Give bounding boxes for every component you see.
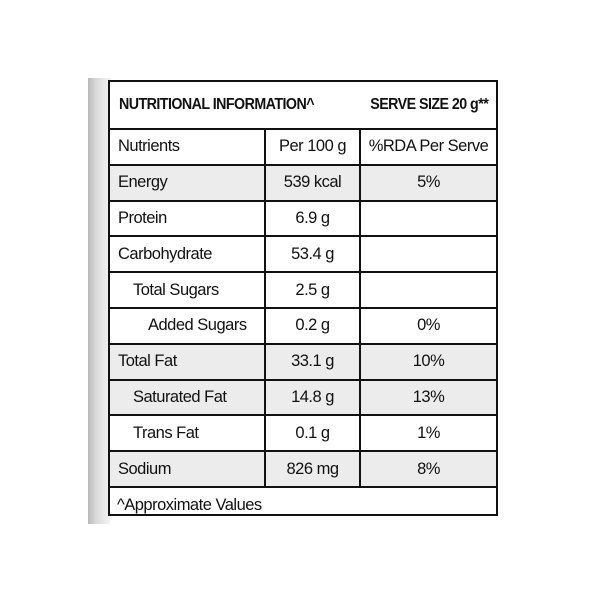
table-row-trans-fat bbox=[110, 416, 496, 452]
nutrient-per-100g: 53.4 g bbox=[266, 237, 361, 271]
nutrient-rda: 5% bbox=[417, 173, 440, 192]
label-header bbox=[110, 82, 496, 130]
nutrient-per-100g: 539 kcal bbox=[266, 166, 361, 200]
nutrient-per-100g: 14.8 g bbox=[266, 381, 361, 415]
nutrient-rda bbox=[361, 237, 496, 271]
nutrient-name: Trans Fat bbox=[110, 416, 266, 450]
column-header-rda: %RDA Per Serve bbox=[368, 137, 489, 156]
table-row-sodium bbox=[110, 452, 496, 488]
nutrient-per-100g: 0.2 g bbox=[266, 309, 361, 343]
nutrient-rda: 1% bbox=[417, 423, 440, 442]
nutrient-name: Total Sugars bbox=[110, 273, 266, 307]
nutrient-per-100g: 0.1 g bbox=[266, 416, 361, 450]
nutrient-per-100g: 2.5 g bbox=[266, 273, 361, 307]
table-row-total-fat bbox=[110, 345, 496, 381]
nutrient-rda bbox=[361, 202, 496, 236]
nutrient-per-100g: 826 mg bbox=[266, 452, 361, 486]
nutrient-per-100g: 33.1 g bbox=[266, 345, 361, 379]
nutrient-name: Energy bbox=[110, 166, 266, 200]
table-row-energy bbox=[110, 166, 496, 202]
footnote bbox=[110, 488, 496, 524]
nutrient-per-100g: 6.9 g bbox=[266, 202, 361, 236]
nutrient-name: Protein bbox=[110, 202, 266, 236]
nutrient-name: Total Fat bbox=[110, 345, 266, 379]
nutrient-name: Added Sugars bbox=[110, 309, 266, 343]
table-row-total-sugars bbox=[110, 273, 496, 309]
nutrient-name: Saturated Fat bbox=[110, 381, 266, 415]
table-row-added-sugars bbox=[110, 309, 496, 345]
nutrient-rda bbox=[361, 273, 496, 307]
nutrient-rda: 8% bbox=[417, 459, 440, 478]
nutrient-rda: 13% bbox=[412, 387, 445, 406]
footnote-text: ^Approximate Values bbox=[117, 496, 262, 515]
table-header-row bbox=[110, 130, 496, 166]
table-row-protein bbox=[110, 202, 496, 238]
label-title: NUTRITIONAL INFORMATION^ bbox=[119, 96, 314, 113]
nutrient-name: Sodium bbox=[110, 452, 266, 486]
nutrition-label bbox=[108, 80, 498, 516]
serve-size: SERVE SIZE 20 g** bbox=[370, 96, 488, 113]
nutrient-rda: 0% bbox=[417, 316, 440, 335]
package-shadow-strip bbox=[88, 78, 110, 524]
table-row-saturated-fat bbox=[110, 381, 496, 417]
table-row-carbohydrate bbox=[110, 237, 496, 273]
nutrient-name: Carbohydrate bbox=[110, 237, 266, 271]
nutrient-rda: 10% bbox=[412, 352, 445, 371]
column-header-per-100g: Per 100 g bbox=[266, 130, 361, 164]
column-header-nutrients: Nutrients bbox=[110, 130, 266, 164]
